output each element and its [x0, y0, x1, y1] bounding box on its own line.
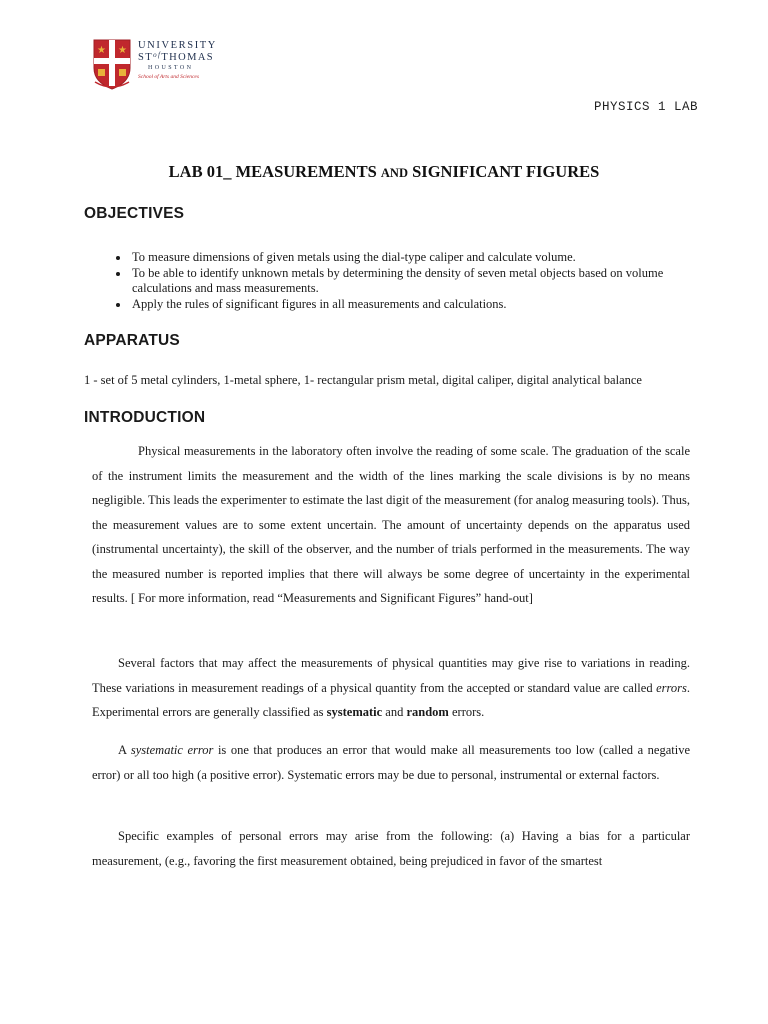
intro-paragraph-1: Physical measurements in the laboratory often involve the reading of some scale. The graduation of the scale of the instrument limits the measurement and the width of the lines marking the scale divisions is by no means negligible. This leads the experimenter to estimate the last digit of the measurement (for analog measuring tools). Thus, the measurement values are to some extent uncertain. The amount of uncertainty depends on the apparatus used (instrumental uncertainty), the skill of the observer, and the number of trials performed in the measurements. The way the measured number is reported implies that there will always be some degree of uncertainty in the experimental results. [ For more information, read “Measurements and Significant Figures” hand-out] — [92, 444, 690, 605]
introduction-heading: INTRODUCTION — [84, 409, 206, 426]
objectives-list — [114, 250, 720, 313]
page-title: LAB 01_ MEASUREMENTS AND SIGNIFICANT FIGURES — [168, 162, 600, 181]
svg-text:★: ★ — [97, 45, 106, 56]
intro-paragraph-3: A systematic error is one that produces an error that would make all measurements too low (called a negative error) or all too high (a positive error). Systematic errors may be due to personal, instrumental or external factors. — [92, 743, 691, 782]
svg-text:★: ★ — [118, 45, 127, 56]
objectives-heading: OBJECTIVES — [84, 205, 185, 222]
apparatus-heading: APPARATUS — [84, 332, 180, 349]
shield-icon — [92, 38, 132, 90]
logo-houston-text: HOUSTON — [148, 65, 194, 71]
course-label: PHYSICS 1 LAB — [593, 100, 698, 114]
logo-school-text: School of Arts and Sciences — [138, 74, 199, 80]
logo-st-thomas-text: $ST^{of}THOMAS$ — [138, 51, 215, 63]
university-logo — [92, 38, 222, 94]
intro-paragraph-4: Specific examples of personal errors may arise from the following: (a) Having a bias for a particular measurement, (e.g., favoring the first measurement obtained, being prejudiced in favor of the smartest — [92, 829, 690, 868]
list-item: • Apply the rules of significant figures in all measurements and calculations. — [130, 297, 720, 312]
intro-paragraph-2: Several factors that may affect the measurements of physical quantities may give rise to variations in reading. These variations in measurement readings of a physical quantity from the accepted or standard value are called errors. Experimental errors are generally classified as systematic and random errors. — [92, 656, 690, 719]
list-item: • To measure dimensions of given metals using the dial-type caliper and calculate volume. — [130, 250, 720, 265]
list-item: • To be able to identify unknown metals by determining the density of seven metal objects based on volume calculations and mass measurements. — [130, 266, 720, 296]
logo-university-text: UNIVERSITY — [138, 40, 217, 51]
logo-wordmark — [138, 40, 222, 82]
apparatus-text: 1 - set of 5 metal cylinders, 1-metal sphere, 1- rectangular prism metal, digital caliper, digital analytical balance — [84, 373, 642, 387]
